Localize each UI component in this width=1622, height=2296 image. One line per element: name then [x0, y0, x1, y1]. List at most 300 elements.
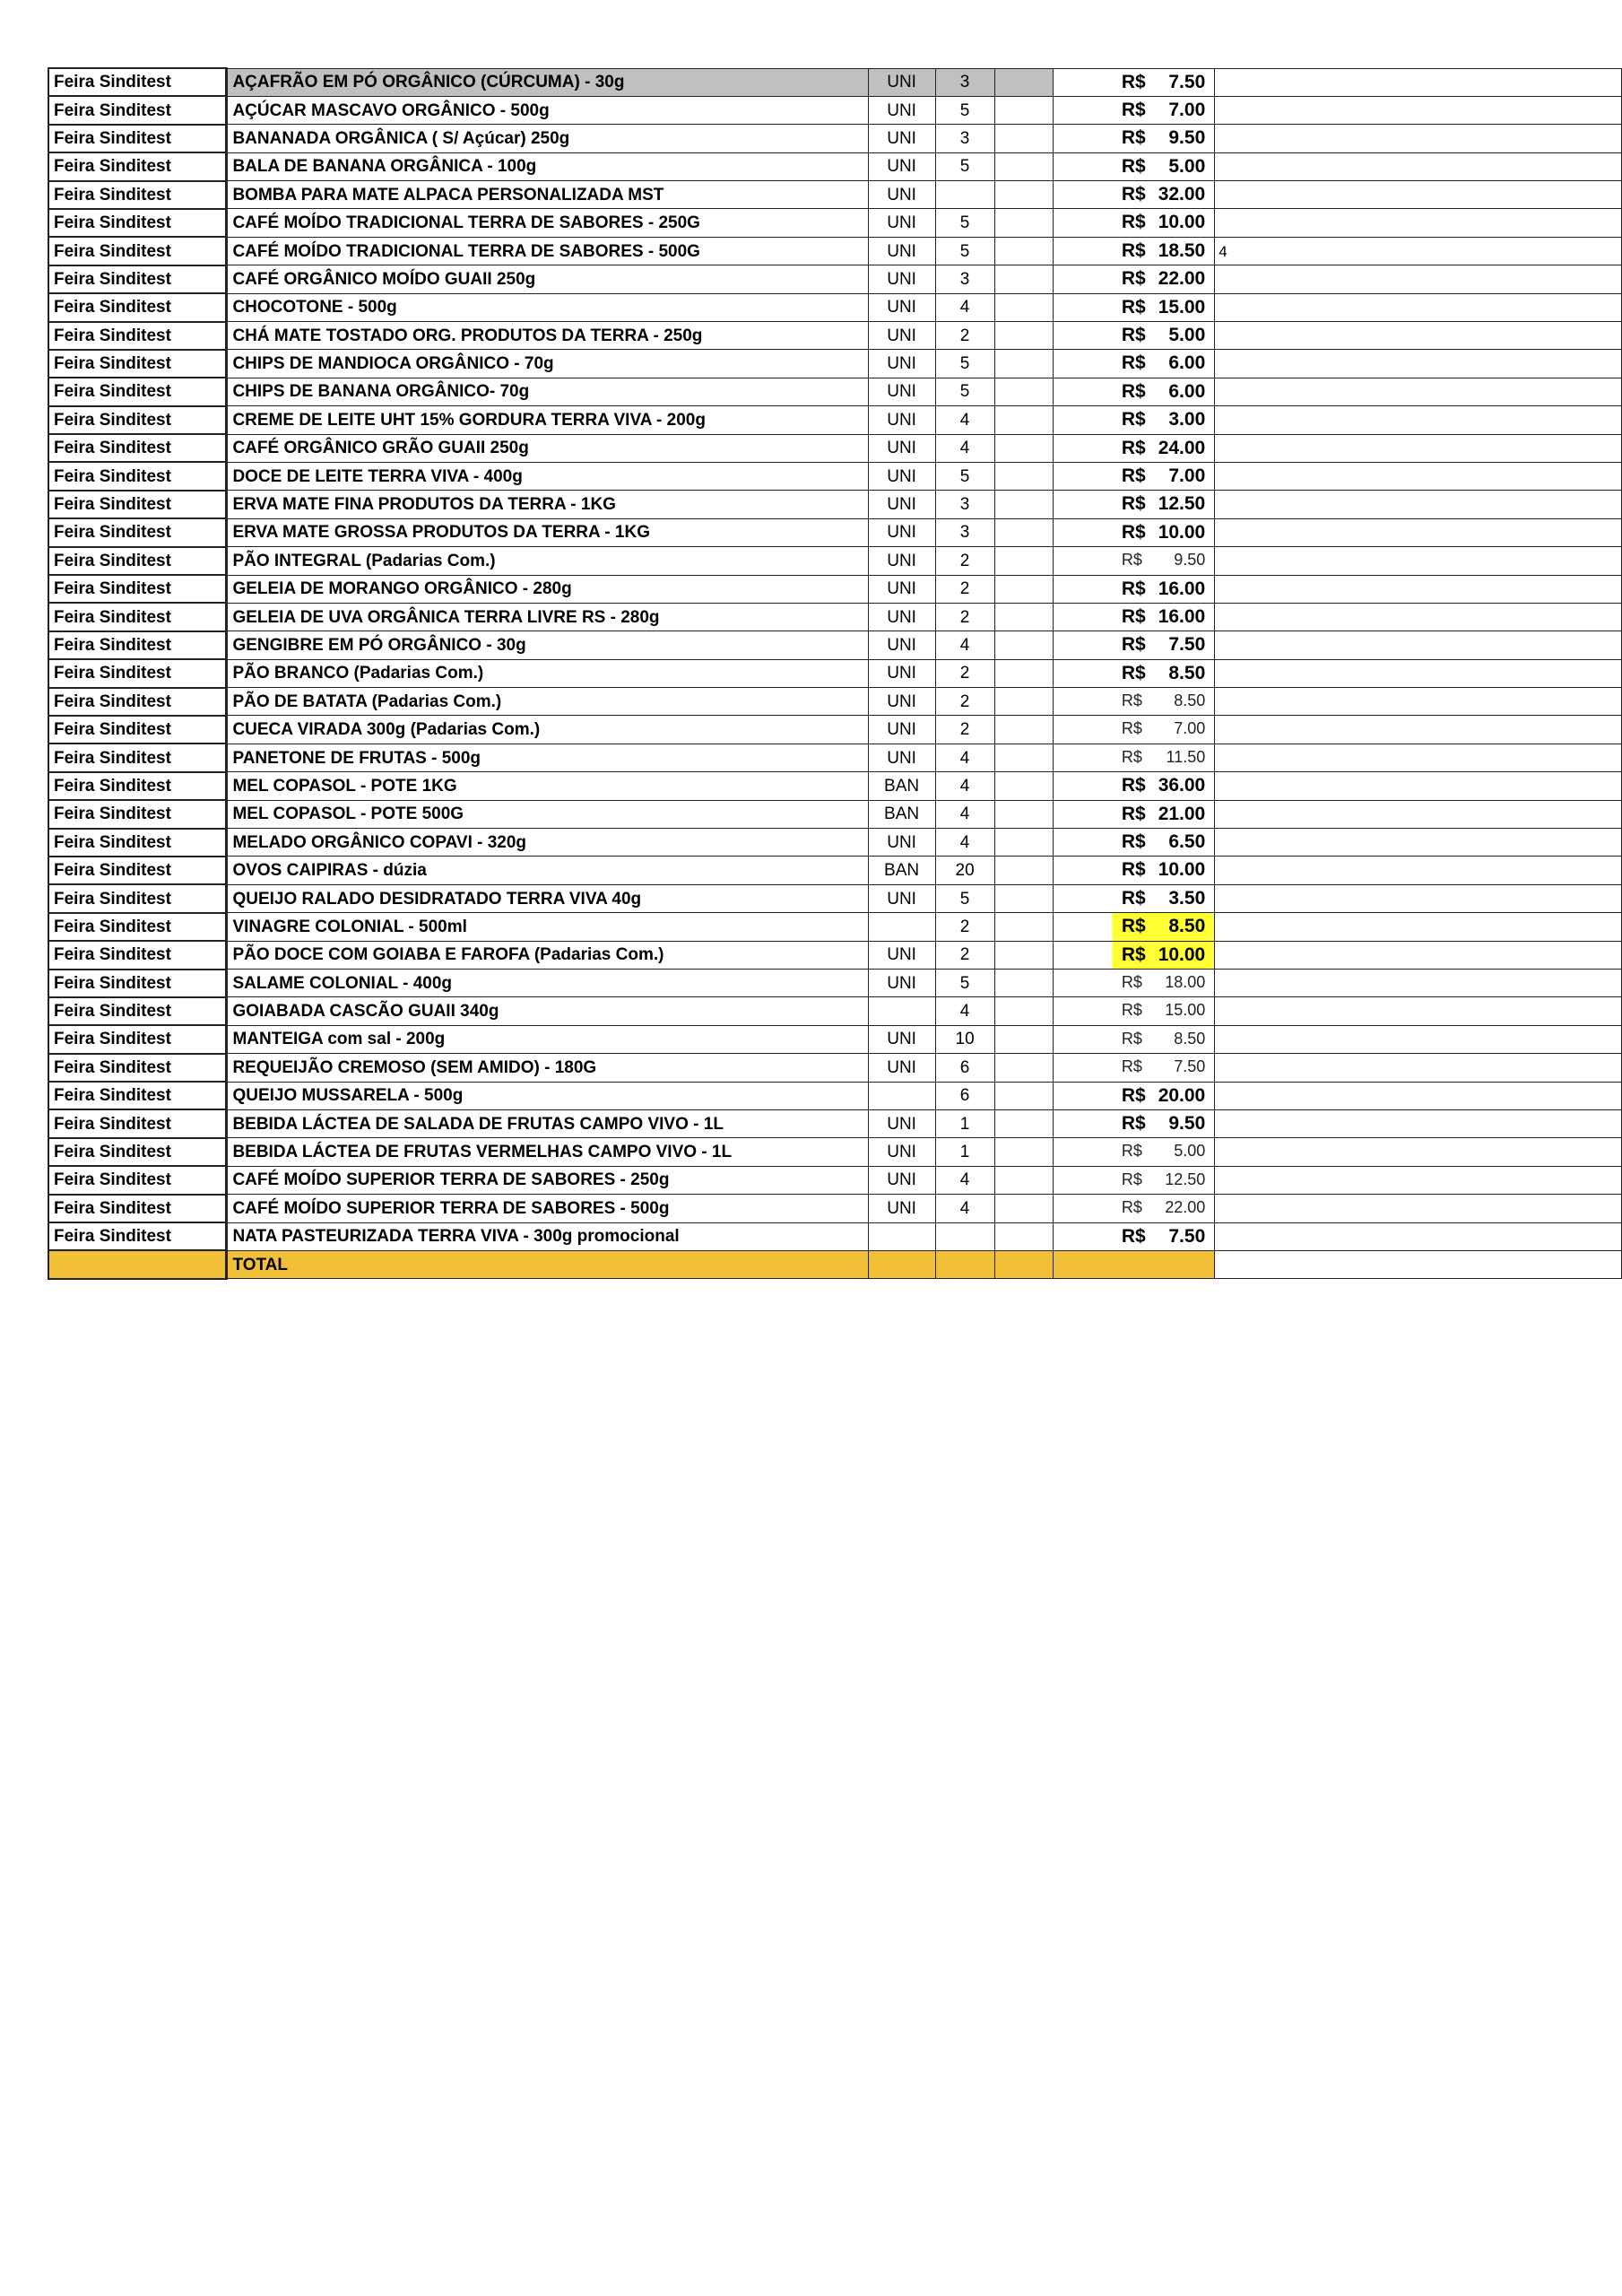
product-cell[interactable]: SALAME COLONIAL - 400g: [227, 970, 868, 997]
quantity-cell[interactable]: 3: [935, 518, 994, 546]
unit-cell[interactable]: UNI: [868, 603, 935, 631]
product-cell[interactable]: GELEIA DE MORANGO ORGÂNICO - 280g: [227, 575, 868, 603]
store-cell[interactable]: Feira Sinditest: [48, 237, 227, 265]
product-cell[interactable]: PÃO INTEGRAL (Padarias Com.): [227, 547, 868, 575]
empty-cell[interactable]: [994, 997, 1053, 1025]
empty-cell[interactable]: [994, 237, 1053, 265]
store-cell[interactable]: Feira Sinditest: [48, 1054, 227, 1082]
unit-cell[interactable]: UNI: [868, 1166, 935, 1194]
empty-cell[interactable]: [994, 772, 1053, 800]
empty-cell[interactable]: [994, 716, 1053, 744]
price-cell[interactable]: [1053, 1082, 1214, 1109]
price-cell[interactable]: [1053, 378, 1214, 405]
store-cell[interactable]: Feira Sinditest: [48, 1025, 227, 1053]
note-cell[interactable]: [1215, 209, 1622, 237]
total-qty-cell[interactable]: [935, 1250, 994, 1278]
note-cell[interactable]: [1215, 631, 1622, 659]
empty-cell[interactable]: [994, 1138, 1053, 1166]
empty-cell[interactable]: [994, 631, 1053, 659]
quantity-cell[interactable]: 4: [935, 293, 994, 321]
price-cell[interactable]: [1053, 434, 1214, 462]
note-cell[interactable]: [1215, 547, 1622, 575]
quantity-cell[interactable]: 2: [935, 941, 994, 969]
product-cell[interactable]: PÃO BRANCO (Padarias Com.): [227, 659, 868, 687]
note-cell[interactable]: [1215, 491, 1622, 518]
unit-cell[interactable]: UNI: [868, 884, 935, 912]
store-cell[interactable]: Feira Sinditest: [48, 96, 227, 124]
empty-cell[interactable]: [994, 96, 1053, 124]
price-cell[interactable]: [1053, 829, 1214, 857]
price-cell[interactable]: [1053, 997, 1214, 1025]
quantity-cell[interactable]: 1: [935, 1109, 994, 1137]
empty-cell[interactable]: [994, 1082, 1053, 1109]
unit-cell[interactable]: UNI: [868, 293, 935, 321]
unit-cell[interactable]: BAN: [868, 857, 935, 884]
store-cell[interactable]: Feira Sinditest: [48, 941, 227, 969]
store-cell[interactable]: Feira Sinditest: [48, 1082, 227, 1109]
note-cell[interactable]: [1215, 152, 1622, 180]
note-cell[interactable]: [1215, 659, 1622, 687]
empty-cell[interactable]: [994, 518, 1053, 546]
empty-cell[interactable]: [994, 378, 1053, 405]
store-cell[interactable]: Feira Sinditest: [48, 884, 227, 912]
price-cell[interactable]: [1053, 462, 1214, 490]
product-cell[interactable]: CAFÉ MOÍDO TRADICIONAL TERRA DE SABORES - 250G: [227, 209, 868, 237]
unit-cell[interactable]: UNI: [868, 829, 935, 857]
unit-cell[interactable]: UNI: [868, 181, 935, 209]
product-cell[interactable]: CAFÉ ORGÂNICO MOÍDO GUAII 250g: [227, 265, 868, 293]
empty-cell[interactable]: [994, 575, 1053, 603]
quantity-cell[interactable]: 4: [935, 829, 994, 857]
quantity-cell[interactable]: 5: [935, 462, 994, 490]
product-cell[interactable]: CAFÉ MOÍDO SUPERIOR TERRA DE SABORES - 500g: [227, 1195, 868, 1222]
price-cell[interactable]: [1053, 716, 1214, 744]
quantity-cell[interactable]: 1: [935, 1138, 994, 1166]
note-cell[interactable]: [1215, 575, 1622, 603]
empty-cell[interactable]: [994, 941, 1053, 969]
empty-cell[interactable]: [994, 970, 1053, 997]
price-cell[interactable]: [1053, 631, 1214, 659]
note-cell[interactable]: [1215, 1195, 1622, 1222]
empty-cell[interactable]: [994, 1166, 1053, 1194]
product-cell[interactable]: AÇÚCAR MASCAVO ORGÂNICO - 500g: [227, 96, 868, 124]
empty-cell[interactable]: [994, 1109, 1053, 1137]
product-cell[interactable]: VINAGRE COLONIAL - 500ml: [227, 913, 868, 941]
unit-cell[interactable]: UNI: [868, 547, 935, 575]
product-cell[interactable]: ERVA MATE GROSSA PRODUTOS DA TERRA - 1KG: [227, 518, 868, 546]
note-cell[interactable]: [1215, 772, 1622, 800]
quantity-cell[interactable]: 2: [935, 603, 994, 631]
quantity-cell[interactable]: 4: [935, 800, 994, 828]
note-cell[interactable]: [1215, 1166, 1622, 1194]
quantity-cell[interactable]: 3: [935, 265, 994, 293]
store-cell[interactable]: Feira Sinditest: [48, 181, 227, 209]
empty-cell[interactable]: [994, 1054, 1053, 1082]
price-cell[interactable]: [1053, 293, 1214, 321]
price-cell[interactable]: [1053, 152, 1214, 180]
unit-cell[interactable]: UNI: [868, 631, 935, 659]
unit-cell[interactable]: UNI: [868, 716, 935, 744]
quantity-cell[interactable]: 3: [935, 125, 994, 152]
note-cell[interactable]: [1215, 829, 1622, 857]
note-cell[interactable]: [1215, 941, 1622, 969]
store-cell[interactable]: Feira Sinditest: [48, 462, 227, 490]
product-cell[interactable]: BANANADA ORGÂNICA ( S/ Açúcar) 250g: [227, 125, 868, 152]
note-cell[interactable]: [1215, 96, 1622, 124]
product-cell[interactable]: PÃO DOCE COM GOIABA E FAROFA (Padarias Com.): [227, 941, 868, 969]
note-cell[interactable]: 4: [1215, 237, 1622, 265]
product-cell[interactable]: CHIPS DE MANDIOCA ORGÂNICO - 70g: [227, 350, 868, 378]
empty-cell[interactable]: [994, 125, 1053, 152]
note-cell[interactable]: [1215, 181, 1622, 209]
price-cell[interactable]: [1053, 547, 1214, 575]
total-store-cell[interactable]: [48, 1250, 227, 1278]
product-cell[interactable]: CAFÉ MOÍDO TRADICIONAL TERRA DE SABORES - 500G: [227, 237, 868, 265]
quantity-cell[interactable]: 2: [935, 913, 994, 941]
product-cell[interactable]: GELEIA DE UVA ORGÂNICA TERRA LIVRE RS - 280g: [227, 603, 868, 631]
price-cell[interactable]: [1053, 659, 1214, 687]
total-unit-cell[interactable]: [868, 1250, 935, 1278]
note-cell[interactable]: [1215, 716, 1622, 744]
empty-cell[interactable]: [994, 1025, 1053, 1053]
unit-cell[interactable]: UNI: [868, 1195, 935, 1222]
product-cell[interactable]: MEL COPASOL - POTE 1KG: [227, 772, 868, 800]
empty-cell[interactable]: [994, 857, 1053, 884]
product-cell[interactable]: CUECA VIRADA 300g (Padarias Com.): [227, 716, 868, 744]
empty-cell[interactable]: [994, 68, 1053, 96]
quantity-cell[interactable]: [935, 1222, 994, 1250]
price-cell[interactable]: [1053, 603, 1214, 631]
unit-cell[interactable]: BAN: [868, 800, 935, 828]
empty-cell[interactable]: [994, 744, 1053, 771]
price-cell[interactable]: [1053, 96, 1214, 124]
store-cell[interactable]: Feira Sinditest: [48, 659, 227, 687]
unit-cell[interactable]: UNI: [868, 1025, 935, 1053]
store-cell[interactable]: Feira Sinditest: [48, 350, 227, 378]
unit-cell[interactable]: UNI: [868, 1138, 935, 1166]
product-cell[interactable]: CHIPS DE BANANA ORGÂNICO- 70g: [227, 378, 868, 405]
product-cell[interactable]: ERVA MATE FINA PRODUTOS DA TERRA - 1KG: [227, 491, 868, 518]
unit-cell[interactable]: UNI: [868, 575, 935, 603]
empty-cell[interactable]: [994, 829, 1053, 857]
store-cell[interactable]: Feira Sinditest: [48, 209, 227, 237]
product-cell[interactable]: BEBIDA LÁCTEA DE FRUTAS VERMELHAS CAMPO VIVO - 1L: [227, 1138, 868, 1166]
store-cell[interactable]: Feira Sinditest: [48, 970, 227, 997]
price-cell[interactable]: [1053, 322, 1214, 350]
product-cell[interactable]: BOMBA PARA MATE ALPACA PERSONALIZADA MST: [227, 181, 868, 209]
empty-cell[interactable]: [994, 659, 1053, 687]
quantity-cell[interactable]: 2: [935, 547, 994, 575]
store-cell[interactable]: Feira Sinditest: [48, 406, 227, 434]
quantity-cell[interactable]: 5: [935, 152, 994, 180]
store-cell[interactable]: Feira Sinditest: [48, 688, 227, 716]
empty-cell[interactable]: [994, 152, 1053, 180]
price-cell[interactable]: [1053, 209, 1214, 237]
quantity-cell[interactable]: 5: [935, 96, 994, 124]
store-cell[interactable]: Feira Sinditest: [48, 1195, 227, 1222]
empty-cell[interactable]: [994, 209, 1053, 237]
unit-cell[interactable]: UNI: [868, 744, 935, 771]
note-cell[interactable]: [1215, 744, 1622, 771]
product-cell[interactable]: OVOS CAIPIRAS - dúzia: [227, 857, 868, 884]
store-cell[interactable]: Feira Sinditest: [48, 518, 227, 546]
note-cell[interactable]: [1215, 125, 1622, 152]
store-cell[interactable]: Feira Sinditest: [48, 913, 227, 941]
note-cell[interactable]: [1215, 913, 1622, 941]
product-cell[interactable]: AÇAFRÃO EM PÓ ORGÂNICO (CÚRCUMA) - 30g: [227, 68, 868, 96]
empty-cell[interactable]: [994, 1222, 1053, 1250]
store-cell[interactable]: Feira Sinditest: [48, 322, 227, 350]
empty-cell[interactable]: [994, 800, 1053, 828]
store-cell[interactable]: Feira Sinditest: [48, 1109, 227, 1137]
quantity-cell[interactable]: 5: [935, 237, 994, 265]
quantity-cell[interactable]: 4: [935, 1166, 994, 1194]
quantity-cell[interactable]: 4: [935, 631, 994, 659]
store-cell[interactable]: Feira Sinditest: [48, 997, 227, 1025]
price-cell[interactable]: [1053, 913, 1214, 941]
empty-cell[interactable]: [994, 688, 1053, 716]
unit-cell[interactable]: UNI: [868, 518, 935, 546]
store-cell[interactable]: Feira Sinditest: [48, 829, 227, 857]
quantity-cell[interactable]: 4: [935, 997, 994, 1025]
store-cell[interactable]: Feira Sinditest: [48, 547, 227, 575]
product-cell[interactable]: GENGIBRE EM PÓ ORGÂNICO - 30g: [227, 631, 868, 659]
unit-cell[interactable]: UNI: [868, 462, 935, 490]
total-price-cell[interactable]: [1053, 1250, 1214, 1278]
note-cell[interactable]: [1215, 68, 1622, 96]
price-cell[interactable]: [1053, 772, 1214, 800]
product-cell[interactable]: CREME DE LEITE UHT 15% GORDURA TERRA VIVA - 200g: [227, 406, 868, 434]
store-cell[interactable]: Feira Sinditest: [48, 631, 227, 659]
quantity-cell[interactable]: 10: [935, 1025, 994, 1053]
empty-cell[interactable]: [994, 406, 1053, 434]
empty-cell[interactable]: [994, 350, 1053, 378]
unit-cell[interactable]: UNI: [868, 322, 935, 350]
store-cell[interactable]: Feira Sinditest: [48, 1138, 227, 1166]
empty-cell[interactable]: [994, 1195, 1053, 1222]
product-cell[interactable]: QUEIJO MUSSARELA - 500g: [227, 1082, 868, 1109]
quantity-cell[interactable]: 3: [935, 491, 994, 518]
empty-cell[interactable]: [994, 181, 1053, 209]
quantity-cell[interactable]: 6: [935, 1054, 994, 1082]
store-cell[interactable]: Feira Sinditest: [48, 152, 227, 180]
unit-cell[interactable]: UNI: [868, 125, 935, 152]
product-cell[interactable]: DOCE DE LEITE TERRA VIVA - 400g: [227, 462, 868, 490]
unit-cell[interactable]: UNI: [868, 491, 935, 518]
store-cell[interactable]: Feira Sinditest: [48, 744, 227, 771]
store-cell[interactable]: Feira Sinditest: [48, 491, 227, 518]
note-cell[interactable]: [1215, 1109, 1622, 1137]
quantity-cell[interactable]: 4: [935, 1195, 994, 1222]
total-empty-cell[interactable]: [994, 1250, 1053, 1278]
product-cell[interactable]: BALA DE BANANA ORGÂNICA - 100g: [227, 152, 868, 180]
unit-cell[interactable]: UNI: [868, 378, 935, 405]
note-cell[interactable]: [1215, 1054, 1622, 1082]
price-cell[interactable]: [1053, 1166, 1214, 1194]
store-cell[interactable]: Feira Sinditest: [48, 378, 227, 405]
store-cell[interactable]: Feira Sinditest: [48, 772, 227, 800]
price-cell[interactable]: [1053, 181, 1214, 209]
empty-cell[interactable]: [994, 293, 1053, 321]
unit-cell[interactable]: UNI: [868, 970, 935, 997]
note-cell[interactable]: [1215, 970, 1622, 997]
note-cell[interactable]: [1215, 884, 1622, 912]
price-cell[interactable]: [1053, 884, 1214, 912]
unit-cell[interactable]: UNI: [868, 406, 935, 434]
quantity-cell[interactable]: 2: [935, 659, 994, 687]
product-cell[interactable]: CAFÉ ORGÂNICO GRÃO GUAII 250g: [227, 434, 868, 462]
quantity-cell[interactable]: 4: [935, 772, 994, 800]
product-cell[interactable]: MANTEIGA com sal - 200g: [227, 1025, 868, 1053]
unit-cell[interactable]: UNI: [868, 1054, 935, 1082]
product-cell[interactable]: CHÁ MATE TOSTADO ORG. PRODUTOS DA TERRA - 250g: [227, 322, 868, 350]
store-cell[interactable]: Feira Sinditest: [48, 603, 227, 631]
total-note-cell[interactable]: [1215, 1250, 1622, 1278]
store-cell[interactable]: Feira Sinditest: [48, 1222, 227, 1250]
unit-cell[interactable]: BAN: [868, 772, 935, 800]
price-cell[interactable]: [1053, 518, 1214, 546]
price-cell[interactable]: [1053, 1025, 1214, 1053]
product-cell[interactable]: CAFÉ MOÍDO SUPERIOR TERRA DE SABORES - 250g: [227, 1166, 868, 1194]
product-cell[interactable]: PANETONE DE FRUTAS - 500g: [227, 744, 868, 771]
empty-cell[interactable]: [994, 603, 1053, 631]
price-cell[interactable]: [1053, 1109, 1214, 1137]
unit-cell[interactable]: UNI: [868, 941, 935, 969]
quantity-cell[interactable]: 5: [935, 970, 994, 997]
price-cell[interactable]: [1053, 406, 1214, 434]
note-cell[interactable]: [1215, 688, 1622, 716]
note-cell[interactable]: [1215, 857, 1622, 884]
note-cell[interactable]: [1215, 518, 1622, 546]
quantity-cell[interactable]: 5: [935, 884, 994, 912]
note-cell[interactable]: [1215, 434, 1622, 462]
price-cell[interactable]: [1053, 800, 1214, 828]
product-cell[interactable]: PÃO DE BATATA (Padarias Com.): [227, 688, 868, 716]
quantity-cell[interactable]: [935, 181, 994, 209]
price-cell[interactable]: [1053, 1054, 1214, 1082]
unit-cell[interactable]: [868, 997, 935, 1025]
empty-cell[interactable]: [994, 913, 1053, 941]
store-cell[interactable]: Feira Sinditest: [48, 68, 227, 96]
unit-cell[interactable]: UNI: [868, 688, 935, 716]
quantity-cell[interactable]: 5: [935, 378, 994, 405]
store-cell[interactable]: Feira Sinditest: [48, 857, 227, 884]
price-cell[interactable]: [1053, 265, 1214, 293]
total-label[interactable]: TOTAL: [227, 1250, 868, 1278]
price-cell[interactable]: [1053, 857, 1214, 884]
note-cell[interactable]: [1215, 1025, 1622, 1053]
note-cell[interactable]: [1215, 378, 1622, 405]
quantity-cell[interactable]: 2: [935, 688, 994, 716]
product-cell[interactable]: GOIABADA CASCÃO GUAII 340g: [227, 997, 868, 1025]
unit-cell[interactable]: UNI: [868, 68, 935, 96]
quantity-cell[interactable]: 4: [935, 434, 994, 462]
note-cell[interactable]: [1215, 322, 1622, 350]
price-cell[interactable]: [1053, 1222, 1214, 1250]
unit-cell[interactable]: [868, 913, 935, 941]
store-cell[interactable]: Feira Sinditest: [48, 125, 227, 152]
quantity-cell[interactable]: 4: [935, 406, 994, 434]
store-cell[interactable]: Feira Sinditest: [48, 575, 227, 603]
empty-cell[interactable]: [994, 462, 1053, 490]
note-cell[interactable]: [1215, 1222, 1622, 1250]
unit-cell[interactable]: UNI: [868, 152, 935, 180]
store-cell[interactable]: Feira Sinditest: [48, 800, 227, 828]
price-cell[interactable]: [1053, 744, 1214, 771]
note-cell[interactable]: [1215, 406, 1622, 434]
unit-cell[interactable]: UNI: [868, 265, 935, 293]
price-cell[interactable]: [1053, 1138, 1214, 1166]
price-cell[interactable]: [1053, 575, 1214, 603]
note-cell[interactable]: [1215, 293, 1622, 321]
price-cell[interactable]: [1053, 970, 1214, 997]
price-cell[interactable]: [1053, 688, 1214, 716]
price-cell[interactable]: [1053, 941, 1214, 969]
unit-cell[interactable]: UNI: [868, 1109, 935, 1137]
product-cell[interactable]: MELADO ORGÂNICO COPAVI - 320g: [227, 829, 868, 857]
empty-cell[interactable]: [994, 322, 1053, 350]
store-cell[interactable]: Feira Sinditest: [48, 1166, 227, 1194]
note-cell[interactable]: [1215, 1082, 1622, 1109]
note-cell[interactable]: [1215, 350, 1622, 378]
quantity-cell[interactable]: 20: [935, 857, 994, 884]
empty-cell[interactable]: [994, 884, 1053, 912]
quantity-cell[interactable]: 4: [935, 744, 994, 771]
product-cell[interactable]: CHOCOTONE - 500g: [227, 293, 868, 321]
note-cell[interactable]: [1215, 462, 1622, 490]
product-cell[interactable]: NATA PASTEURIZADA TERRA VIVA - 300g promocional: [227, 1222, 868, 1250]
price-cell[interactable]: [1053, 68, 1214, 96]
empty-cell[interactable]: [994, 491, 1053, 518]
store-cell[interactable]: Feira Sinditest: [48, 716, 227, 744]
price-cell[interactable]: [1053, 1195, 1214, 1222]
unit-cell[interactable]: UNI: [868, 434, 935, 462]
unit-cell[interactable]: UNI: [868, 209, 935, 237]
product-cell[interactable]: QUEIJO RALADO DESIDRATADO TERRA VIVA 40g: [227, 884, 868, 912]
empty-cell[interactable]: [994, 434, 1053, 462]
quantity-cell[interactable]: 2: [935, 575, 994, 603]
unit-cell[interactable]: UNI: [868, 659, 935, 687]
price-cell[interactable]: [1053, 491, 1214, 518]
note-cell[interactable]: [1215, 1138, 1622, 1166]
price-cell[interactable]: [1053, 350, 1214, 378]
price-cell[interactable]: [1053, 125, 1214, 152]
store-cell[interactable]: Feira Sinditest: [48, 265, 227, 293]
note-cell[interactable]: [1215, 997, 1622, 1025]
quantity-cell[interactable]: 5: [935, 209, 994, 237]
unit-cell[interactable]: [868, 1082, 935, 1109]
empty-cell[interactable]: [994, 547, 1053, 575]
note-cell[interactable]: [1215, 603, 1622, 631]
note-cell[interactable]: [1215, 800, 1622, 828]
quantity-cell[interactable]: 2: [935, 322, 994, 350]
unit-cell[interactable]: [868, 1222, 935, 1250]
quantity-cell[interactable]: 6: [935, 1082, 994, 1109]
empty-cell[interactable]: [994, 265, 1053, 293]
unit-cell[interactable]: UNI: [868, 237, 935, 265]
store-cell[interactable]: Feira Sinditest: [48, 434, 227, 462]
unit-cell[interactable]: UNI: [868, 350, 935, 378]
unit-cell[interactable]: UNI: [868, 96, 935, 124]
product-cell[interactable]: REQUEIJÃO CREMOSO (SEM AMIDO) - 180G: [227, 1054, 868, 1082]
quantity-cell[interactable]: 2: [935, 716, 994, 744]
store-cell[interactable]: Feira Sinditest: [48, 293, 227, 321]
product-cell[interactable]: BEBIDA LÁCTEA DE SALADA DE FRUTAS CAMPO VIVO - 1L: [227, 1109, 868, 1137]
price-cell[interactable]: [1053, 237, 1214, 265]
product-cell[interactable]: MEL COPASOL - POTE 500G: [227, 800, 868, 828]
quantity-cell[interactable]: 5: [935, 350, 994, 378]
quantity-cell[interactable]: 3: [935, 68, 994, 96]
